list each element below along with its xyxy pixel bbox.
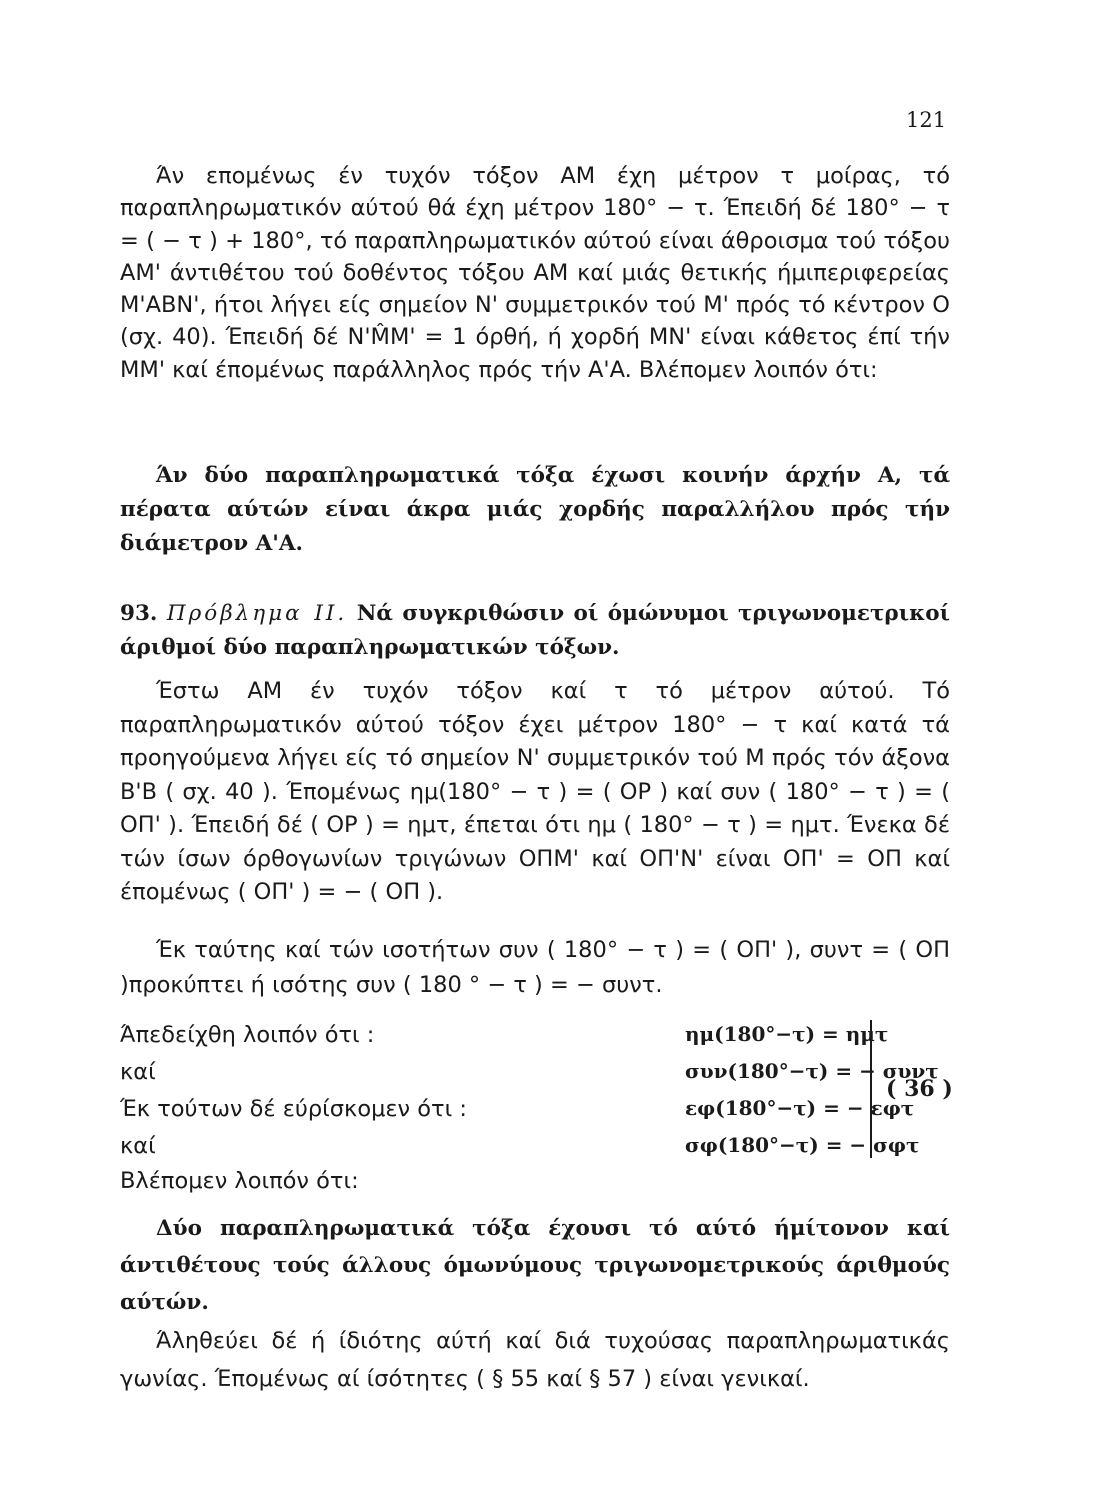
formula-label: καί [120, 1133, 156, 1159]
formula-equation: συν(180°−τ) = − συντ [685, 1059, 939, 1083]
theorem-chord-parallel: Άν δύο παραπληρωματικά τόξα έχωσι κοινήν άρχήν A, τά πέρατα αύτών είναι άκρα μιάς χορδής παραλλήλου πρός τήν διάμετρον A'A. [120, 463, 950, 556]
problem-heading: Πρόβλημα II. [166, 601, 348, 626]
page-number: 121 [906, 108, 947, 132]
formula-label: Άπεδείχθη λοιπόν ότι : [120, 1022, 375, 1048]
formula-row [120, 1096, 950, 1133]
formula-equation: εφ(180°−τ) = − εφτ [685, 1096, 915, 1120]
paragraph-supplementary-arc: Άν επομένως έν τυχόν τόξον AM έχη μέτρον τ μοίρας, τό παραπληρωματικόν αύτού θά έχη μέτρον 180° − τ. Έπειδή δέ 180° − τ = ( − τ ) + 180°, τό παραπληρωματικόν αύτού είναι άθροισμα τού τόξου AM' άντιθέτου τού δοθέντος τόξου AM καί μιάς θετικής ήμιπεριφερείας M'ABN', ήτοι λήγει είς σημείον N' συμμετρικόν τού M' πρός τό κέντρον O (σχ. 40). Έπειδή δέ N'M̂M' = 1 όρθή, ή χορδή MN' είναι κάθετος έπί τήν MM' καί έπομένως παράλληλος πρός τήν A'A. Βλέπομεν λοιπόν ότι: [120, 163, 950, 383]
problem-text: Νά συγκριθώσιν οί όμώνυμοι τριγωνομετρικοί άριθμοί δύο παραπληρωματικών τόξων. [120, 601, 950, 660]
theorem-supplementary-values: Δύο παραπληρωματικά τόξα έχουσι τό αύτό ήμίτονον καί άντιθέτους τούς άλλους όμωνύμους τριγωνομετρικούς άριθμούς αύτών. [120, 1216, 950, 1315]
equation-brace [862, 1020, 872, 1158]
formula-row [120, 1059, 950, 1096]
problem-number: 93. [120, 601, 158, 626]
conclusion-line: Βλέπομεν λοιπόν ότι: [120, 1168, 359, 1194]
paragraph-cosine: Έκ ταύτης καί τών ισοτήτων συν ( 180° − τ ) = ( OΠ' ), συντ = ( OΠ )προκύπτει ή ισότης συν ( 180 ° − τ ) = − συντ. [120, 937, 950, 998]
equation-number: ( 36 ) [886, 1076, 953, 1102]
formula-row [120, 1022, 950, 1059]
formula-label: Έκ τούτων δέ εύρίσκομεν ότι : [120, 1096, 467, 1122]
paragraph-generalization: Άληθεύει δέ ή ίδιότης αύτή καί διά τυχούσας παραπληρωματικάς γωνίας. Έπομένως αί ίσότητες ( § 55 καί § 57 ) είναι γενικαί. [120, 1328, 950, 1392]
formula-equation: σφ(180°−τ) = − σφτ [685, 1133, 920, 1157]
formula-block [120, 1022, 950, 1170]
formula-equation: ημ(180°−τ) = ημτ [685, 1022, 889, 1046]
paragraph-proof: Έστω AM έν τυχόν τόξον καί τ τό μέτρον αύτού. Τό παραπληρωματικόν αύτού τόξον έχει μέτρον 180° − τ καί κατά τά προηγούμενα λήγει είς τό σημείον N' συμμετρικόν τού M πρός τόν άξονα B'B ( σχ. 40 ). Έπομένως ημ(180° − τ ) = ( OP ) καί συν ( 180° − τ ) = ( OΠ' ). Έπειδή δέ ( OP ) = ημτ, έπεται ότι ημ ( 180° − τ ) = ημτ. Ένεκα δέ τών ίσων όρθογωνίων τριγώνων OΠM' καί OΠ'N' είναι OΠ' = OΠ καί έπομένως ( OΠ' ) = − ( OΠ ). [120, 678, 950, 905]
problem-statement [120, 597, 950, 665]
formula-label: καί [120, 1059, 156, 1085]
formula-row [120, 1133, 950, 1170]
